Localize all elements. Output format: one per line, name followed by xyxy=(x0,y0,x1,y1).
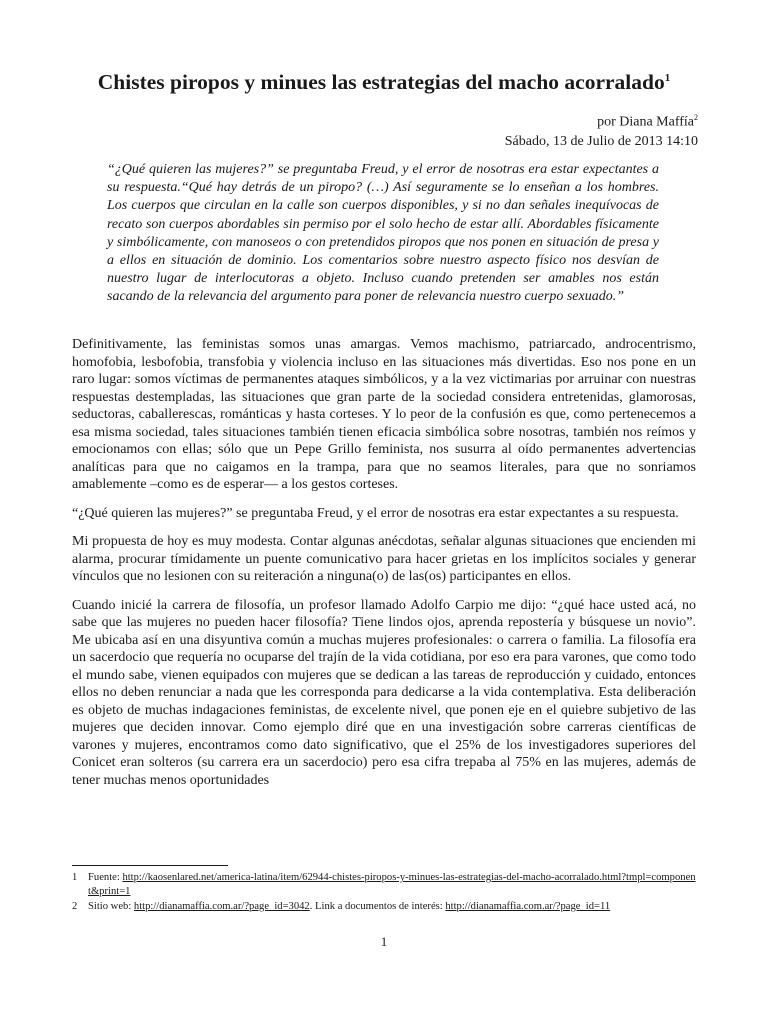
page-title xyxy=(60,70,708,96)
source-link[interactable]: http://kaosenlared.net/america-latina/item/62944-chistes-piropos-y-minues-las-estrategias-del-macho-acorralado.html?tmpl=component&print=1 xyxy=(88,872,696,897)
footnote-number: 1 xyxy=(72,872,78,883)
footnotes xyxy=(72,871,696,916)
author: por Diana Maffía xyxy=(597,114,694,130)
website-link[interactable]: http://dianamaffia.com.ar/?page_id=3042 xyxy=(133,901,310,912)
footnote-text xyxy=(88,871,696,898)
article-body xyxy=(72,336,696,800)
documents-link[interactable]: http://dianamaffia.com.ar/?page_id=11 xyxy=(445,901,611,912)
footnote-2 xyxy=(72,900,696,914)
footnote-label: Sitio web: xyxy=(88,901,134,912)
epigraph-quote: “¿Qué quieren las mujeres?” se preguntaba Freud, y el error de nosotras era estar expectantes a su respuesta.“Qué hay detrás de un piropo? (…) Así seguramente se lo enseñan a los hombres. Los cuerpos que circulan en la calle son cuerpos disponibles, y si no dan señales inequívocas de recato son cuerpos abordables sin permiso por el solo hecho de estar allí. Abordables físicamente y simbólicamente, con manoseos o con pretendidos piropos que nos ponen en situación de presa y a ellos en situación de dominio. Los comentarios sobre nuestro aspecto físico nos desvían de nuestro lugar de interlocutoras a objeto. Incluso cuando pretenden ser amables nos están sacando de la relevancia del argumento para poner de relevancia nuestro cuerpo sexuado.” xyxy=(107,162,659,305)
paragraph: Cuando inicié la carrera de filosofía, un profesor llamado Adolfo Carpio me dijo: “¿qué hace usted acá, no sabe que las mujeres no pueden hacer filosofía? Tiene lindos ojos, aprenda repostería y búsquese un novio”. Me ubicaba así en una disyuntiva común a muchas mujeres profesionales: o carrera o familia. La filosofía era un sacerdocio que requería no ocuparse del trajín de la vida cotidiana, por eso era para varones, que como todo el mundo sabe, vienen equipados con mujeres que se dedican a las tareas de reproducción y cuidado, entonces ellos no deben renunciar a nada que les corresponda para dedicarse a la vida contemplativa. Esta deliberación es objeto de muchas indagaciones feministas, de excelente nivel, que ponen eje en el quiebre subjetivo de las mujeres que deciden innovar. Como ejemplo diré que en una investigación sobre carreras científicas de varones y mujeres, encontramos como dato significativo, que el 25% de los investigadores superiores del Conicet eran solteros (su carrera era un sacerdocio) pero esa cifra trepaba al 75% en las mujeres, además de tener muchas menos oportunidades xyxy=(72,597,696,788)
footnote-middle-text: . Link a documentos de interés: xyxy=(309,901,446,912)
paragraph: Mi propuesta de hoy es muy modesta. Contar algunas anécdotas, señalar algunas situaciones que encienden mi alarma, procurar tímidamente un puente comunicativo para hacer grietas en los implícitos sociales y generar vínculos que no lesionen con su reiteración a ninguna(o) de las(os) participantes en ellos. xyxy=(72,534,696,584)
title-footnote-ref[interactable]: 1 xyxy=(664,71,671,84)
footnote-separator xyxy=(72,865,228,866)
publication-date: Sábado, 13 de Julio de 2013 14:10 xyxy=(504,133,698,149)
page-number: 1 xyxy=(380,934,388,949)
footnote-label: Fuente: xyxy=(88,872,123,883)
author-footnote-ref[interactable]: 2 xyxy=(694,113,698,122)
author-line xyxy=(505,108,698,132)
paragraph: “¿Qué quieren las mujeres?” se preguntaba Freud, y el error de nosotras era estar expectantes a su respuesta. xyxy=(72,505,679,521)
title-text: Chistes piropos y minues las estrategias del macho acorralado xyxy=(97,70,665,94)
footnote-text xyxy=(88,900,696,914)
footnote-1 xyxy=(72,871,696,898)
footnote-number: 2 xyxy=(72,901,78,912)
paragraph: Definitivamente, las feministas somos unas amargas. Vemos machismo, patriarcado, androcentrismo, homofobia, lesbofobia, transfobia y violencia incluso en las situaciones más divertidas. Eso nos pone en un raro lugar: somos víctimas de permanentes ataques simbólicos, y a la vez victimarias por arruinar con nuestras respuestas destempladas, las situaciones que gran parte de la sociedad considera entretenidas, glamorosas, seductoras, caballerescas, románticas y hasta corteses. Y lo peor de la confusión es que, como pertenecemos a esa misma sociedad, tales situaciones también tienen eficacia simbólica sobre nosotras, también nos reímos y emocionamos con ellas; sólo que un Pepe Grillo feminista, nos susurra al oído permanentes advertencias analíticas para que no caigamos en la trampa, para que no seamos literales, para que no sonriamos amablemente –como es de esperar— a los gestos corteses. xyxy=(72,337,696,492)
byline xyxy=(505,108,698,151)
